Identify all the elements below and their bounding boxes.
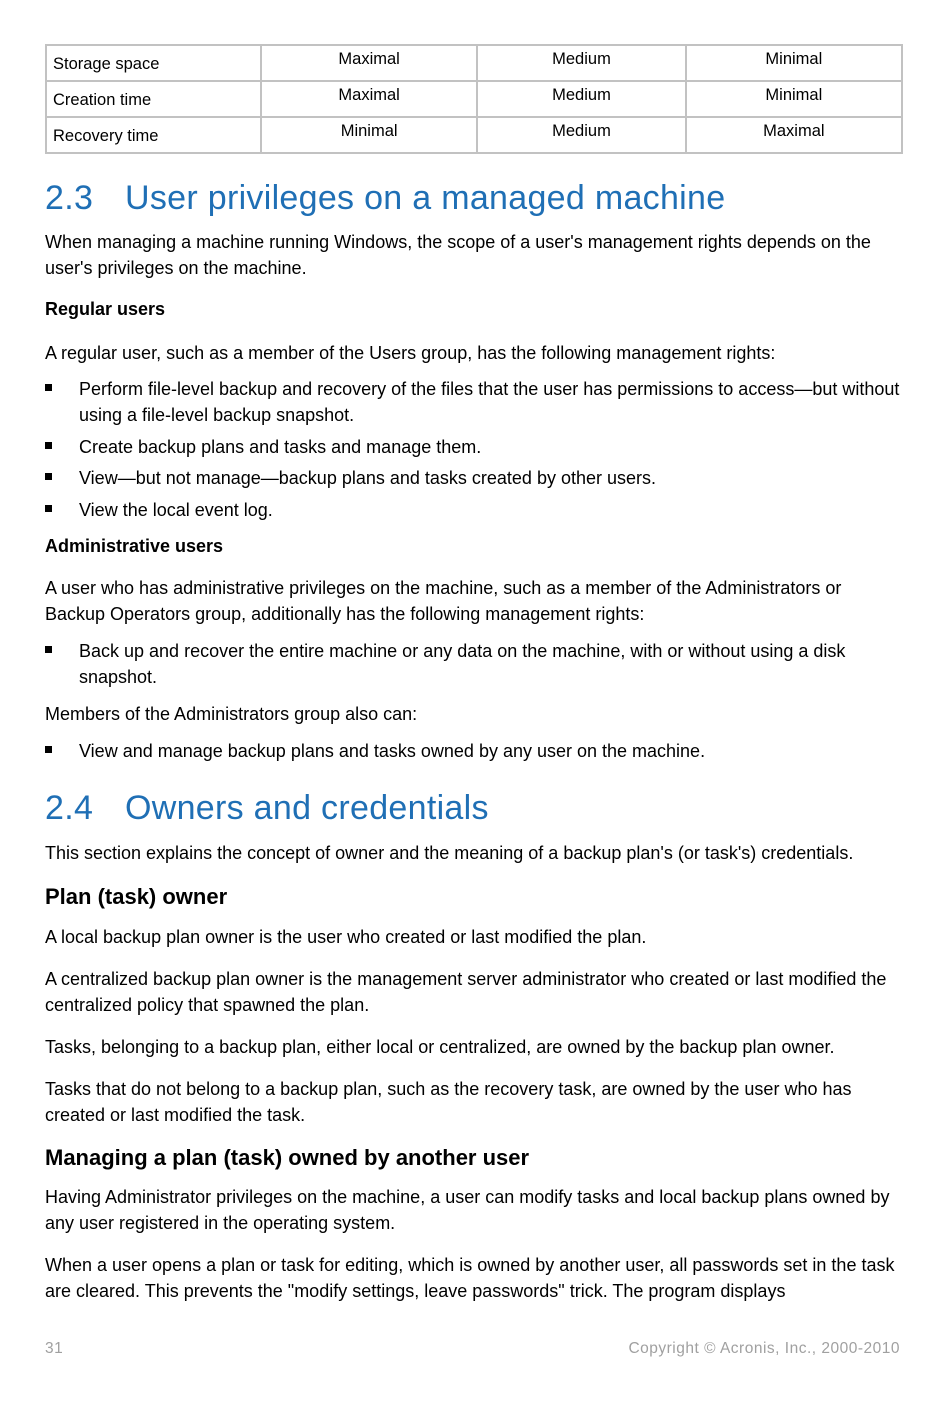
paragraph: A regular user, such as a member of the Users group, has the following management rights: bbox=[45, 343, 776, 363]
table-row bbox=[46, 117, 902, 153]
list-item: View the local event log. bbox=[45, 497, 903, 523]
paragraph: When a user opens a plan or task for editing, which is owned by another user, all passwords set in the task are cleared. This prevents the "modify settings, leave passwords" trick. The program displays bbox=[45, 1255, 895, 1301]
section-title: User privileges on a managed machine bbox=[125, 179, 726, 217]
list-item: View—but not manage—backup plans and tasks created by other users. bbox=[45, 465, 903, 491]
section-intro: When managing a machine running Windows, the scope of a user's management rights depends on the user's privileges on the machine. bbox=[45, 232, 871, 278]
paragraph: A centralized backup plan owner is the management server administrator who created or last modified the centralized policy that spawned the plan. bbox=[45, 969, 887, 1015]
paragraph: Tasks, belonging to a backup plan, either local or centralized, are owned by the backup plan owner. bbox=[45, 1037, 835, 1057]
table-row bbox=[46, 45, 902, 81]
subheading-managing-plan: Managing a plan (task) owned by another user bbox=[45, 1145, 530, 1170]
bullet-icon bbox=[45, 473, 52, 480]
list-item: Perform file-level backup and recovery of the files that the user has permissions to access—but without using a file-level backup snapshot. bbox=[45, 376, 903, 428]
bullet-icon bbox=[45, 505, 52, 512]
table-cell: Maximal bbox=[261, 81, 477, 117]
table-cell: Minimal bbox=[261, 117, 477, 153]
section-number: 2.4 bbox=[45, 789, 94, 827]
table-row bbox=[46, 81, 902, 117]
table-row-label: Storage space bbox=[46, 45, 261, 81]
bullet-icon bbox=[45, 384, 52, 391]
table-cell: Maximal bbox=[686, 117, 902, 153]
table-cell: Medium bbox=[477, 45, 685, 81]
paragraph: Having Administrator privileges on the machine, a user can modify tasks and local backup plans owned by any user registered in the operating system. bbox=[45, 1187, 890, 1233]
subheading-administrative-users: Administrative users bbox=[45, 536, 224, 556]
subheading-plan-owner: Plan (task) owner bbox=[45, 884, 228, 909]
section-heading-2-4 bbox=[45, 789, 489, 828]
page-number: 31 bbox=[45, 1340, 64, 1357]
bullet-icon bbox=[45, 746, 52, 753]
comparison-table bbox=[45, 44, 903, 154]
table-cell: Minimal bbox=[686, 45, 902, 81]
table-row-label: Recovery time bbox=[46, 117, 261, 153]
bullet-icon bbox=[45, 646, 52, 653]
section-intro: This section explains the concept of owner and the meaning of a backup plan's (or task's) credentials. bbox=[45, 843, 854, 863]
table-cell: Medium bbox=[477, 81, 685, 117]
table-cell: Minimal bbox=[686, 81, 902, 117]
paragraph: A local backup plan owner is the user who created or last modified the plan. bbox=[45, 927, 647, 947]
list-item: Create backup plans and tasks and manage them. bbox=[45, 434, 903, 460]
copyright-notice: Copyright © Acronis, Inc., 2000-2010 bbox=[628, 1340, 900, 1357]
paragraph: Tasks that do not belong to a backup plan, such as the recovery task, are owned by the user who has created or last modified the task. bbox=[45, 1079, 852, 1125]
bullet-icon bbox=[45, 442, 52, 449]
section-number: 2.3 bbox=[45, 179, 94, 217]
paragraph: A user who has administrative privileges on the machine, such as a member of the Administrators or Backup Operators group, additionally has the following management rights: bbox=[45, 578, 842, 624]
table-cell: Medium bbox=[477, 117, 685, 153]
paragraph: Members of the Administrators group also can: bbox=[45, 704, 418, 724]
table-cell: Maximal bbox=[261, 45, 477, 81]
table-row-label: Creation time bbox=[46, 81, 261, 117]
subheading-regular-users: Regular users bbox=[45, 299, 166, 319]
list-item: View and manage backup plans and tasks owned by any user on the machine. bbox=[45, 738, 903, 764]
section-title: Owners and credentials bbox=[125, 789, 489, 827]
list-item: Back up and recover the entire machine or any data on the machine, with or without using a disk snapshot. bbox=[45, 638, 903, 690]
section-heading-2-3 bbox=[45, 179, 725, 218]
